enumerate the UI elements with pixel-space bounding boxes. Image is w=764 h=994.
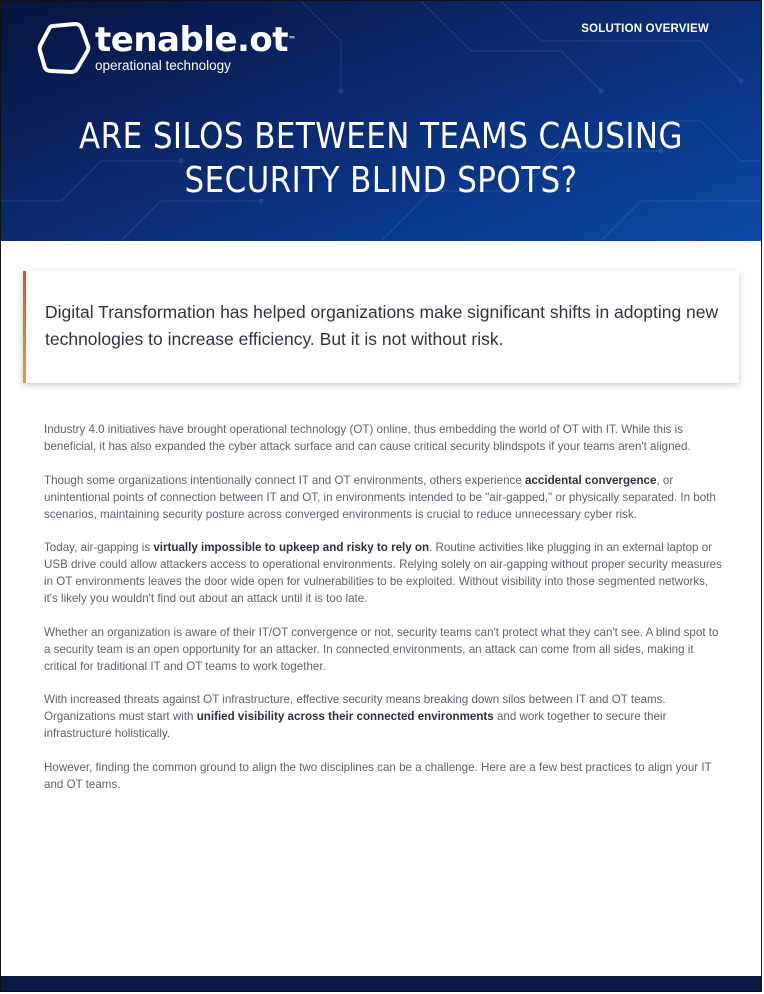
tenable-logo (37, 21, 296, 75)
title-line-2: SECURITY BLIND SPOTS? (184, 160, 578, 201)
paragraph-3: Today, air-gapping is virtually impossible to upkeep and risky to rely on. Routine activities like plugging in an external laptop or USB drive could allow attackers access to operational environments. Relying solely on air-gapping without proper security measures in OT environments leaves the door wide open for vulnerabilities to be exploited. Without visibility into those segmented networks, it's likely you wouldn't find out about an attack until it is too late. (44, 541, 722, 605)
emphasis-text: accidental convergence (525, 473, 657, 487)
page-title (54, 115, 708, 203)
paragraph-4: Whether an organization is aware of their IT/OT convergence or not, security teams can't protect what they can't see. A blind spot to a security team is an open opportunity for an attacker. In connected environments, an attack can come from all sides, making it critical for traditional IT and OT teams to work together. (44, 625, 719, 673)
intro-callout (23, 271, 739, 383)
footer-bar (1, 976, 761, 991)
hexagon-logo-icon (37, 21, 91, 75)
brand-name: tenable.ot (95, 20, 289, 60)
emphasis-text: unified visibility across their connected environments (196, 710, 494, 723)
paragraph-2: Though some organizations intentionally connect IT and OT environments, others experience accidental convergence, or unintentional points of connection between IT and OT, in environments intended to be "air-gapped," or physically separated. In both scenarios, maintaining security posture across converged environments is crucial to reduce unnecessary cyber risk. (44, 473, 716, 521)
brand-subtitle: operational technology (95, 58, 231, 73)
paragraph-6: However, finding the common ground to align the two disciplines can be a challenge. Here are a few best practices to align your IT and OT teams. (44, 760, 712, 791)
body-content (44, 421, 724, 809)
hero-banner (1, 1, 761, 241)
paragraph-1: Industry 4.0 initiatives have brought operational technology (OT) online, thus embedding the world of OT with IT. While this is beneficial, it has also expanded the cyber attack surface and can cause critical security blindspots if your teams aren't aligned. (44, 423, 691, 453)
title-line-1: ARE SILOS BETWEEN TEAMS CAUSING (79, 116, 683, 157)
callout-text: Digital Transformation has helped organizations make significant shifts in adopting new technologies to increase efficiency. But it is not without risk. (45, 302, 719, 349)
trademark-symbol: ™ (288, 35, 296, 44)
document-type-label: SOLUTION OVERVIEW (581, 23, 709, 35)
paragraph-5: With increased threats against OT infrastructure, effective security means breaking down silos between IT and OT teams. Organizations must start with unified visibility across their connected environments and work together to secure their infrastructure holistically. (44, 693, 667, 740)
emphasis-text: virtually impossible to upkeep and risky to rely on (153, 541, 430, 554)
